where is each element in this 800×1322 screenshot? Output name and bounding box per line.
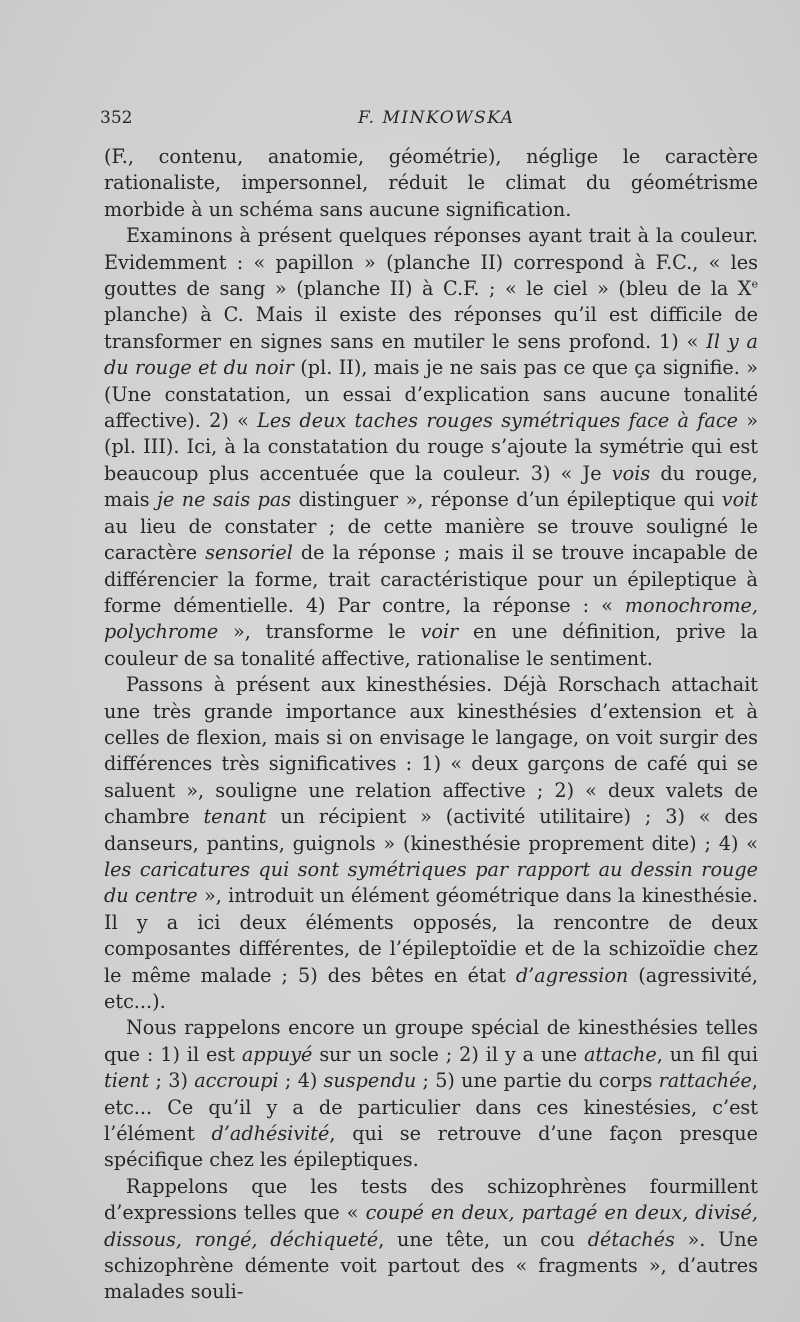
- body-text: » (pl. III). Ici, à la constatation du rouge s’ajoute la symétrie qui est beaucoup plus accentuée que la couleur. 3) « Je: [104, 409, 759, 485]
- italic-text: tenant: [203, 805, 267, 829]
- superscript-text: e: [751, 277, 758, 291]
- italic-text: d’adhésivité: [211, 1122, 330, 1146]
- running-head: F. MINKOWSKA: [358, 108, 515, 128]
- paragraph-p5: [104, 1174, 758, 1306]
- body-text: ; 5) une partie du corps: [416, 1069, 659, 1093]
- body-text: (agressivité, etc...).: [104, 963, 758, 1013]
- italic-text: voit: [721, 488, 759, 512]
- body-text: de la réponse ; mais il se trouve incapable de différencier la forme, trait caractéristique pour un épileptique à forme démentielle. 4) Par contre, la réponse : «: [104, 541, 758, 617]
- body-text: un récipient » (activité utilitaire) ; 3) « des danseurs, pantins, guignols » (kinesthésie proprement dite) ; 4) «: [104, 805, 758, 855]
- paragraph-p4: [104, 1015, 758, 1173]
- italic-text: vois: [611, 461, 651, 485]
- italic-text: Les deux taches rouges symétriques face à face: [257, 409, 738, 433]
- body-text: Nous rappelons encore un groupe spécial de kinesthésies telles que : 1) il est: [104, 1016, 758, 1066]
- body-text: ; 4): [278, 1069, 324, 1093]
- body-text: , un fil qui: [656, 1042, 758, 1066]
- body-text: Passons à présent aux kinesthésies. Déjà Rorschach attachait une très grande importance aux kinesthésies d’extension et à celles de flexion, mais si on envisage le langage, on voit surgir des différences très significatives : 1) « deux garçons de café qui se saluent », souligne une relation affective ; 2) « deux valets de chambre: [104, 673, 758, 829]
- body-text: en une définition, prive la couleur de sa tonalité affective, rationalise le sentiment.: [104, 620, 758, 670]
- italic-text: Il y a du rouge et du noir: [104, 329, 758, 380]
- paragraph-p2: [104, 223, 758, 672]
- body-text: Examinons à présent quelques réponses ayant trait à la couleur. Evidemment : « papillon » (planche II) correspond à F.C., « les gouttes de sang » (planche II) à C.F. ; « le ciel » (bleu de la X: [104, 224, 758, 301]
- italic-text: coupé en deux, partagé en deux, divisé, dissous, rongé, déchiqueté: [104, 1201, 758, 1251]
- body-text: ; 3): [149, 1069, 195, 1093]
- italic-text: je ne sais pas: [157, 488, 292, 512]
- body-text: , une tête, un cou: [378, 1227, 588, 1251]
- italic-text: appuyé: [241, 1042, 313, 1066]
- page-header: [100, 108, 760, 136]
- italic-text: rattachée: [658, 1069, 752, 1093]
- body-text: sur un socle ; 2) il y a une: [312, 1042, 584, 1066]
- italic-text: voir: [420, 620, 459, 644]
- body-text: Rappelons que les tests des schizophrènes fourmillent d’expressions telles que «: [104, 1174, 758, 1225]
- italic-text: suspendu: [323, 1069, 417, 1093]
- body-text: planche) à C. Mais il existe des réponses qu’il est difficile de transformer en signes sans en mutiler le sens profond. 1) «: [104, 303, 758, 353]
- body-text: (F., contenu, anatomie, géométrie), néglige le caractère rationaliste, impersonnel, réduit le climat du géométrisme morbide à un schéma sans aucune signification.: [104, 145, 758, 221]
- body-text: », transforme le: [218, 620, 421, 644]
- body-text: au lieu de constater ; de cette manière se trouve souligné le caractère: [104, 514, 758, 565]
- italic-text: d’agression: [515, 963, 629, 987]
- page-body: [104, 144, 758, 1306]
- italic-text: les caricatures qui sont symétriques par rapport au dessin rouge du centre: [104, 857, 758, 908]
- body-text: du rouge, mais: [104, 461, 758, 512]
- italic-text: tient: [104, 1069, 150, 1093]
- italic-text: sensoriel: [205, 541, 293, 565]
- body-text: », introduit un élément géométrique dans la kinesthésie. Il y a ici deux éléments opposés, la rencontre de deux composantes différentes, de l’épileptoïdie et de la schizoïdie chez le même malade ; 5) des bêtes en état: [104, 884, 759, 987]
- italic-text: détachés: [587, 1227, 675, 1251]
- paragraph-p1: [104, 144, 758, 223]
- paragraph-p3: [104, 672, 758, 1015]
- body-text: distinguer », réponse d’un épileptique qui: [291, 488, 722, 512]
- italic-text: attache: [583, 1042, 657, 1066]
- body-text: , etc... Ce qu’il y a de particulier dans ces kinestésies, c’est l’élément: [104, 1069, 758, 1146]
- body-text: , qui se retrouve d’une façon presque spécifique chez les épileptiques.: [104, 1122, 758, 1172]
- italic-text: accroupi: [194, 1069, 279, 1093]
- body-text: ». Une schizophrène démente voit partout des « fragments », d’autres malades souli-: [104, 1227, 758, 1304]
- page-number: 352: [100, 108, 133, 128]
- italic-text: monochrome, polychrome: [104, 593, 758, 644]
- body-text: (pl. II), mais je ne sais pas ce que ça signifie. » (Une constatation, un essai d’explication sans aucune tonalité affective). 2) «: [104, 356, 758, 433]
